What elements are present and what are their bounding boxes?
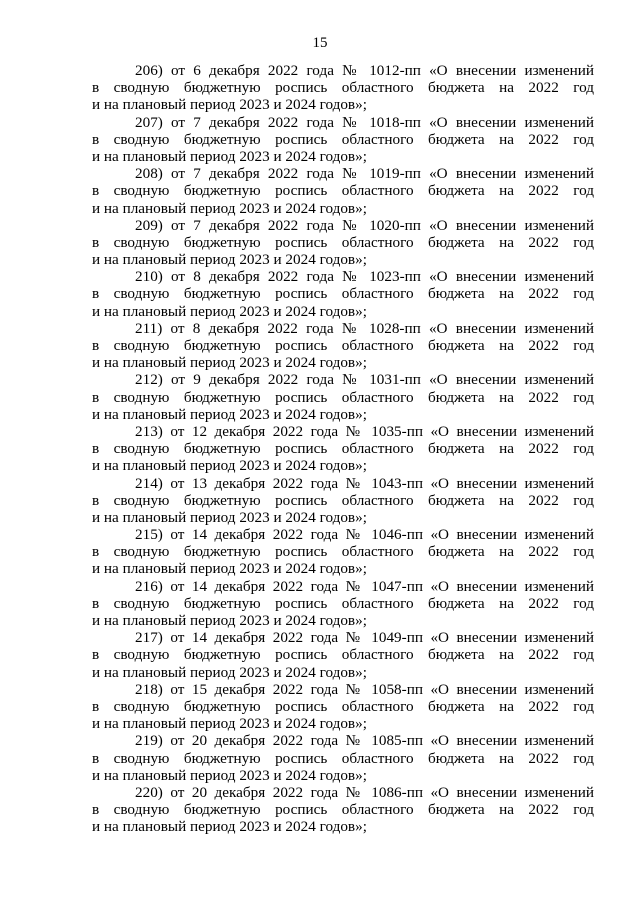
list-item bbox=[92, 371, 594, 423]
list-item-line: в сводную бюджетную роспись областного бюджета на 2022 год bbox=[92, 337, 594, 354]
list-item-line: и на плановый период 2023 и 2024 годов»; bbox=[92, 715, 367, 733]
list-item bbox=[92, 165, 594, 217]
list-item-line: 216) от 14 декабря 2022 года № 1047-пп «О внесении изменений bbox=[135, 577, 594, 595]
list-item-line: в сводную бюджетную роспись областного бюджета на 2022 год bbox=[92, 491, 594, 509]
list-item-line: 220) от 20 декабря 2022 года № 1086-пп «О внесении изменений bbox=[135, 783, 594, 801]
list-item-line: 206) от 6 декабря 2022 года № 1012-пп «О внесении изменений bbox=[135, 62, 594, 79]
list-item-line: в сводную бюджетную роспись областного бюджета на 2022 год bbox=[92, 285, 594, 303]
list-item bbox=[92, 732, 594, 784]
list-item-line: и на плановый период 2023 и 2024 годов»; bbox=[92, 251, 367, 269]
list-item-line: в сводную бюджетную роспись областного бюджета на 2022 год bbox=[92, 801, 594, 819]
list-item-line: в сводную бюджетную роспись областного бюджета на 2022 год bbox=[92, 697, 594, 715]
list-item-line: 219) от 20 декабря 2022 года № 1085-пп «О внесении изменений bbox=[135, 732, 594, 750]
list-item-line: и на плановый период 2023 и 2024 годов»; bbox=[92, 766, 367, 784]
list-item bbox=[92, 423, 594, 475]
list-item bbox=[92, 62, 594, 114]
list-item-line: и на плановый период 2023 и 2024 годов»; bbox=[92, 560, 367, 578]
list-item-line: в сводную бюджетную роспись областного бюджета на 2022 год bbox=[92, 543, 594, 561]
list-item bbox=[92, 217, 594, 269]
list-item bbox=[92, 320, 594, 372]
list-item-line: 209) от 7 декабря 2022 года № 1020-пп «О внесении изменений bbox=[135, 216, 594, 234]
list-item-line: в сводную бюджетную роспись областного бюджета на 2022 год bbox=[92, 130, 594, 148]
list-item bbox=[92, 681, 594, 733]
list-item-line: в сводную бюджетную роспись областного бюджета на 2022 год bbox=[92, 233, 594, 251]
list-item-line: 217) от 14 декабря 2022 года № 1049-пп «О внесении изменений bbox=[135, 629, 594, 647]
list-item-line: в сводную бюджетную роспись областного бюджета на 2022 год bbox=[92, 182, 594, 200]
list-item-line: и на плановый период 2023 и 2024 годов»; bbox=[92, 199, 367, 217]
list-item-line: и на плановый период 2023 и 2024 годов»; bbox=[92, 457, 367, 475]
list-item-line: и на плановый период 2023 и 2024 годов»; bbox=[92, 147, 367, 165]
list-item bbox=[92, 268, 594, 320]
list-item bbox=[92, 526, 594, 578]
list-item-line: и на плановый период 2023 и 2024 годов»; bbox=[92, 612, 367, 629]
list-item-line: 210) от 8 декабря 2022 года № 1023-пп «О внесении изменений bbox=[135, 268, 594, 286]
page-number: 15 bbox=[312, 35, 328, 51]
list-item-line: 208) от 7 декабря 2022 года № 1019-пп «О внесении изменений bbox=[135, 165, 594, 183]
list-item-line: в сводную бюджетную роспись областного бюджета на 2022 год bbox=[92, 749, 594, 767]
list-item-line: в сводную бюджетную роспись областного бюджета на 2022 год bbox=[92, 646, 594, 664]
list-item-line: в сводную бюджетную роспись областного бюджета на 2022 год bbox=[92, 79, 594, 97]
list-item-line: в сводную бюджетную роспись областного бюджета на 2022 год bbox=[92, 594, 594, 612]
document-body bbox=[92, 62, 594, 835]
list-item-line: 218) от 15 декабря 2022 года № 1058-пп «О внесении изменений bbox=[135, 680, 594, 698]
list-item bbox=[92, 629, 594, 681]
list-item-line: 207) от 7 декабря 2022 года № 1018-пп «О внесении изменений bbox=[135, 113, 594, 131]
list-item-line: и на плановый период 2023 и 2024 годов»; bbox=[92, 302, 367, 320]
list-item-line: и на плановый период 2023 и 2024 годов»; bbox=[92, 663, 367, 681]
list-item-line: и на плановый период 2023 и 2024 годов»; bbox=[92, 354, 367, 372]
list-item-line: 212) от 9 декабря 2022 года № 1031-пп «О внесении изменений bbox=[135, 371, 594, 389]
list-item-line: 213) от 12 декабря 2022 года № 1035-пп «О внесении изменений bbox=[135, 422, 594, 440]
list-item bbox=[92, 475, 594, 527]
list-item-line: в сводную бюджетную роспись областного бюджета на 2022 год bbox=[92, 440, 594, 458]
list-item bbox=[92, 784, 594, 836]
list-item-line: и на плановый период 2023 и 2024 годов»; bbox=[92, 818, 367, 836]
list-item-line: в сводную бюджетную роспись областного бюджета на 2022 год bbox=[92, 388, 594, 406]
list-item bbox=[92, 578, 594, 630]
list-item-line: 211) от 8 декабря 2022 года № 1028-пп «О внесении изменений bbox=[135, 319, 594, 337]
list-item bbox=[92, 114, 594, 166]
list-item-line: и на плановый период 2023 и 2024 годов»; bbox=[92, 508, 367, 526]
list-item-line: 215) от 14 декабря 2022 года № 1046-пп «О внесении изменений bbox=[135, 526, 594, 544]
list-item-line: и на плановый период 2023 и 2024 годов»; bbox=[92, 405, 367, 423]
list-item-line: 214) от 13 декабря 2022 года № 1043-пп «О внесении изменений bbox=[135, 474, 594, 492]
list-item-line: и на плановый период 2023 и 2024 годов»; bbox=[92, 96, 367, 114]
